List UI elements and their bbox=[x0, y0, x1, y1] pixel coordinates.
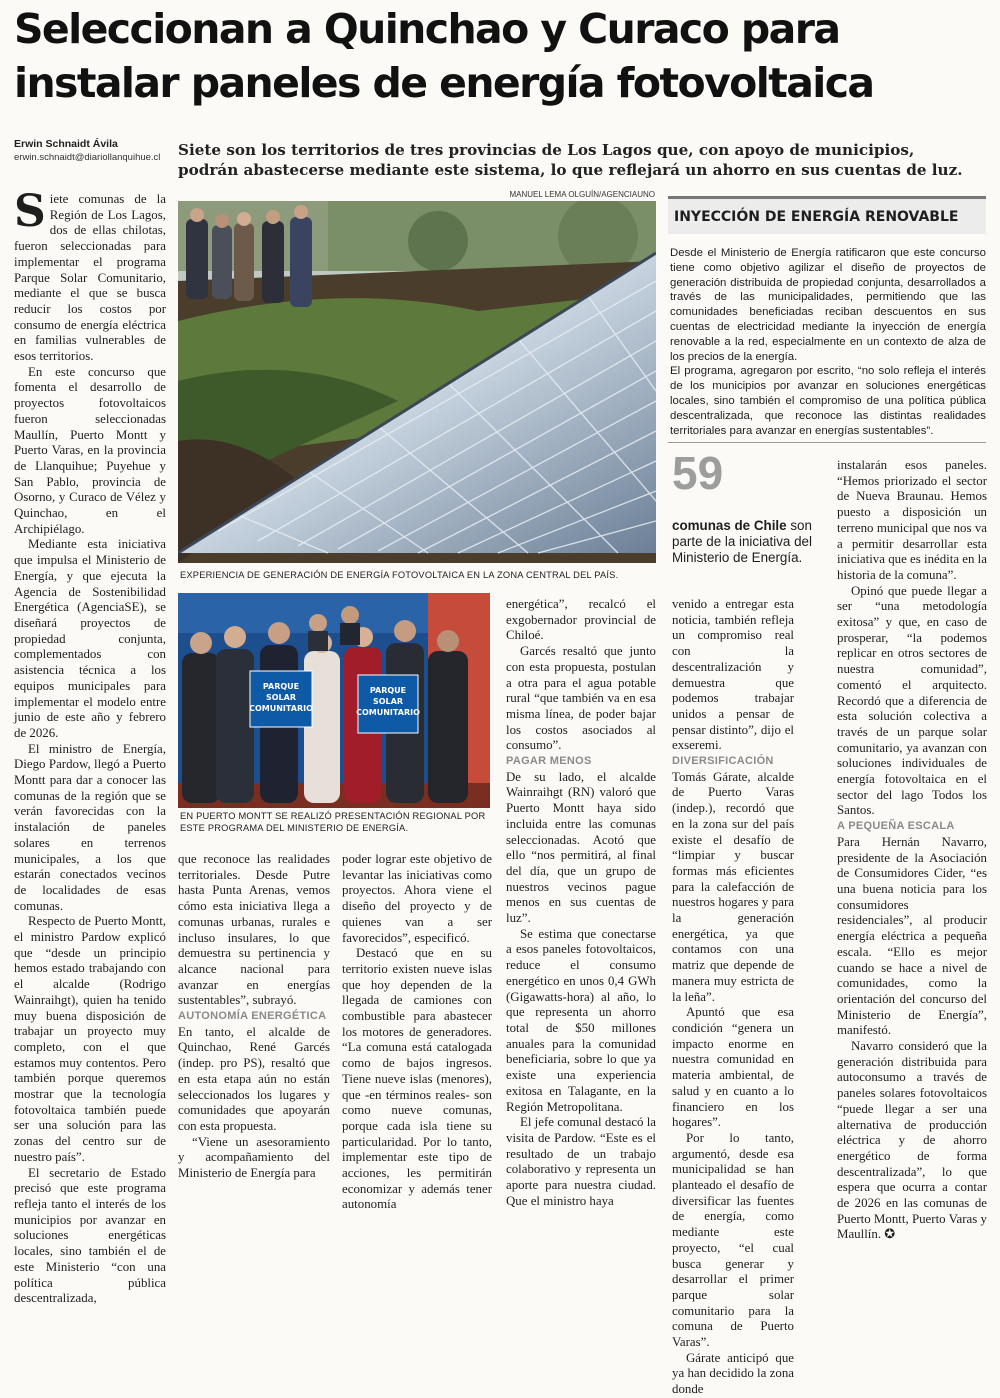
svg-text:SOLAR: SOLAR bbox=[372, 697, 404, 706]
paragraph: Apuntó que esa condición “genera un impacto enorme en nuestra comunidad en materia ambiental, de salud y en cuanto a lo financiero en los hogares”. bbox=[672, 1005, 794, 1130]
paragraph: instalarán esos paneles. “Hemos priorizado el sector de Nueva Braunau. Hemos puesto a disposición un terreno municipal que nos va a permitir desarrollar esta iniciativa que es inédita en la historia de la comuna”. bbox=[837, 458, 987, 582]
column-6 bbox=[837, 458, 987, 1243]
paragraph bbox=[837, 1039, 987, 1243]
paragraph: El secretario de Estado precisó que este programa refleja tanto el interés de los municipios por avanzar en soluciones energéticas locales, sino también el de este Ministerio “con una política pública descentralizada, bbox=[14, 1165, 166, 1306]
column-1 bbox=[14, 186, 166, 1307]
svg-text:COMUNITARIO: COMUNITARIO bbox=[249, 704, 313, 713]
paragraph: Desde el Ministerio de Energía ratificaron que este concurso tiene como objetivo agilizar el diseño de proyectos de generación distribuida de propiedad conjunta, desarrollados a través de las municipalidades, permitiendo que las comunidades beneficiadas reciban descuentos en sus cuentas de electricidad mediante la inyección de energía renovable a la red, especialmente en un contexto de alza de los precios de la energía. bbox=[670, 247, 986, 363]
presentation-photo bbox=[178, 593, 490, 808]
stat-bold: comunas de Chile bbox=[672, 518, 787, 533]
author-name: Erwin Schnaidt Ávila bbox=[14, 138, 118, 150]
svg-text:PARQUE: PARQUE bbox=[262, 682, 300, 691]
headline bbox=[14, 2, 989, 110]
solar-panels-photo bbox=[178, 201, 656, 563]
paragraph: que reconoce las realidades territoriales. Desde Putre hasta Punta Arenas, vemos cómo esta iniciativa llega a comunas urbanas, rurales e incluso insulares, lo que demuestra su pertinencia y alcance nacional para avanzar en energías sustentables”, subrayó. bbox=[178, 852, 330, 1008]
paragraph: iete comunas de la Región de Los Lagos, dos de ellas chilotas, fueron seleccionadas para implementar el programa Parque Solar Comunitario, mediante el que se busca reducir los costos por consumo de energía eléctrica en familias vulnerables de esos territorios. bbox=[14, 192, 166, 364]
paragraph: Tomás Gárate, alcalde de Puerto Varas (indep.), recordó que en la zona sur del país existe el desafío de “limpiar y buscar formas más eficientes para la calefacción de nuestros hogares y para la generación energética, ya que contamos con una matriz que depende de manera muy estricta de la leña”. bbox=[672, 769, 794, 1004]
subheading: A PEQUEÑA ESCALA bbox=[837, 820, 955, 833]
stat-number: 59 bbox=[672, 447, 724, 499]
headline-line-1: Seleccionan a Quinchao y Curaco para bbox=[14, 5, 840, 53]
stat-text bbox=[672, 518, 812, 566]
paragraph: poder lograr este objetivo de levantar las iniciativas como proyectos. Ahora viene el diseño del proyecto y de quienes van a ser favorecidos”, especificó. bbox=[342, 852, 492, 945]
paragraph: Garcés resaltó que junto con esta propuesta, postulan a otra para el agua potable rural “que también va en esa misma línea, de poder bajar los costos asociados al consumo”. bbox=[506, 644, 656, 753]
paragraph: En tanto, el alcalde de Quinchao, René Garcés (indep. pro PS), resaltó que en esta etapa aún no están seleccionados los lugares y comunidades que apoyarán con esta propuesta. bbox=[178, 1024, 330, 1133]
paragraph: Mediante esta iniciativa que impulsa el Ministerio de Energía, y que ejecuta la Agencia de Sostenibilidad Energética (AgenciaSE), se diseñará proyectos de propiedad conjunta, complementados con asistencia técnica a los equipos municipales para implementar el modelo entre junio de este año y febrero de 2026. bbox=[14, 537, 166, 740]
end-mark-icon: ✪ bbox=[884, 1227, 896, 1242]
deck: Siete son los territorios de tres provincias de Los Lagos que, con apoyo de municipios, podrán abastecerse mediante este sistema, lo que reflejará un ahorro en sus cuentas de luz. bbox=[178, 141, 963, 179]
column-3 bbox=[342, 852, 492, 1213]
photo-credit: MANUEL LEMA OLGUÍN/AGENCIAUNO bbox=[509, 190, 655, 199]
people-group bbox=[186, 205, 312, 307]
author-email[interactable]: erwin.schnaidt@diariollanquihue.cl bbox=[14, 152, 161, 163]
paragraph: Destacó que en su territorio existen nueve islas que hoy dependen de la llegada de camiones con combustible para abastecer los motores de generadores. “La comuna está catalogada como de bajos ingresos. Tiene nueve islas (menores), que -en términos reales- son como nueve comunas, porque cada isla tiene su particularidad. Por lo tanto, implementar este tipo de acciones, les permitirán economizar y además tener autonomía bbox=[342, 946, 492, 1212]
paragraph: energética”, recalcó el exgobernador provincial de Chiloé. bbox=[506, 597, 656, 643]
presentation-image bbox=[178, 593, 490, 808]
stat-rest: son parte de la iniciativa del Ministerio de Energía. bbox=[672, 518, 812, 565]
paragraph: En este concurso que fomenta el desarrollo de proyectos fotovoltaicos fueron seleccionadas Maullín, Puerto Montt y Puerto Varas, en la provincia de Llanquihue; Puyehue y San Pablo, provincia de Osorno, y Curaco de Vélez y Quinchao, en el Archipiélago. bbox=[14, 364, 166, 536]
photo-caption: EXPERIENCIA DE GENERACIÓN DE ENERGÍA FOTOVOLTAICA EN LA ZONA CENTRAL DEL PAÍS. bbox=[180, 570, 619, 580]
subheading: DIVERSIFICACIÓN bbox=[672, 755, 774, 768]
solar-panels-image bbox=[178, 201, 656, 563]
paragraph: El ministro de Energía, Diego Pardow, llegó a Puerto Montt para dar a conocer las comunas de la región que se verán favorecidas con la instalación de paneles solares en terrenos municipales, a los que estarán conectados vecinos de localidades de esas comunas. bbox=[14, 741, 166, 913]
paragraph: Respecto de Puerto Montt, el ministro Pardow explicó que “desde un principio hemos estado trabajando con el alcalde (Rodrigo Wainraihgt), quien ha tenido muy buena disposición de trabajar un proyecto muy completo, con el que estamos muy contentos. Pero también porque queremos mostrar que la tecnología fotovoltaica también puede ser una solución para las zonas del centro sur de nuestro país”. bbox=[14, 914, 166, 1164]
paragraph: De su lado, el alcalde Wainraihgt (RN) valoró que Puerto Montt haya sido incluida entre las comunas seleccionadas. Acotó que ello “nos permitirá, al final del día, que un grupo de nuestros vecinos pague menos en sus cuentas de luz”. bbox=[506, 769, 656, 926]
paragraph: venido a entregar esta noticia, también refleja un compromiso real con la descentralización y demuestra que podemos trabajar unidos a pensar de pensar distinto”, dijo el exseremi. bbox=[672, 597, 794, 753]
drop-cap: S bbox=[14, 186, 46, 237]
divider bbox=[668, 442, 986, 443]
paragraph: Para Hernán Navarro, presidente de la Asociación de Consumidores Cider, “es una buena noticia para los consumidores residenciales”, al producir energía eléctrica a pequeña escala. “Ello es mejor cuando se hace a nivel de comunidades, como la orientación del concurso del Ministerio de Energía”, manifestó. bbox=[837, 834, 987, 1038]
solar-park-sign-right bbox=[356, 675, 420, 733]
subheading: PAGAR MENOS bbox=[506, 755, 592, 768]
column-2 bbox=[178, 852, 330, 1182]
sidebar-box-text bbox=[670, 246, 986, 438]
paragraph: El programa, agregaron por escrito, “no solo refleja el interés de los municipios por avanzar en soluciones energéticas locales, sino también el compromiso de una política pública descentralizada, que reconoce las distintas realidades territoriales para avanzar en energías sustentables”. bbox=[670, 365, 986, 437]
paragraph: El jefe comunal destacó la visita de Pardow. “Este es el resultado de un trabajo colaborativo y representa un aporte para nuestra ciudad. Que el ministro haya bbox=[506, 1115, 657, 1208]
byline bbox=[14, 138, 174, 164]
paragraph: Por lo tanto, argumentó, desde esa municipalidad se han planteado el desafío de diversificar las fuentes de energía, como mediante este proyecto, “el cual busca generar y desarrollar el primer parque solar comunitario para la comuna de Puerto Varas”. bbox=[672, 1130, 794, 1350]
svg-text:SOLAR: SOLAR bbox=[265, 693, 297, 702]
paragraph: Opinó que puede llegar a ser “una metodología exitosa” y que, en caso de prosperar, “la podemos replicar en otros sectores de nuestra comunidad”, comentó el arquitecto. Recordó que a diferencia de esta solución colectiva a través de un parque solar comunitario, ya avanzan con soluciones individuales de energía fotovoltaica en el sector del lago Todos los Santos. bbox=[837, 583, 987, 818]
paragraph-text: Navarro consideró que la generación distribuida para autoconsumo a través de paneles solares fotovoltaicos “puede llegar a ser una alternativa de producción eléctrica y de ahorro energético de forma descentralizada”, lo que espera que ocurra a contar de 2026 en las comunas de Puerto Montt, Puerto Varas y Maullín. bbox=[837, 1039, 987, 1242]
svg-text:COMUNITARIO: COMUNITARIO bbox=[356, 708, 420, 717]
solar-park-sign-left bbox=[249, 671, 313, 727]
subheading: AUTONOMÍA ENERGÉTICA bbox=[178, 1010, 327, 1023]
svg-text:PARQUE: PARQUE bbox=[369, 686, 407, 695]
photo-caption: EN PUERTO MONTT SE REALIZÓ PRESENTACIÓN REGIONAL POR ESTE PROGRAMA DEL MINISTERIO DE ENERGÍA. bbox=[180, 811, 486, 833]
paragraph: “Viene un asesoramiento y acompañamiento del Ministerio de Energía para bbox=[178, 1134, 330, 1181]
paragraph: Se estima que conectarse a esos paneles fotovoltaicos, reduce el consumo energético en unos 0,4 GWh (Gigawatts-hora) al año, lo que representa un ahorro total de $50 millones anuales para la comunidad beneficiaria, sobre lo que ya existe una experiencia exitosa en Talagante, en la Región Metropolitana. bbox=[506, 926, 656, 1114]
sidebar-box-title: INYECCIÓN DE ENERGÍA RENOVABLE bbox=[668, 196, 986, 234]
column-5 bbox=[672, 597, 794, 1398]
paragraph: Gárate anticipó que ya han decidido la zona donde bbox=[672, 1350, 794, 1397]
headline-line-2: instalar paneles de energía fotovoltaica bbox=[14, 59, 874, 107]
column-4 bbox=[506, 597, 656, 1209]
